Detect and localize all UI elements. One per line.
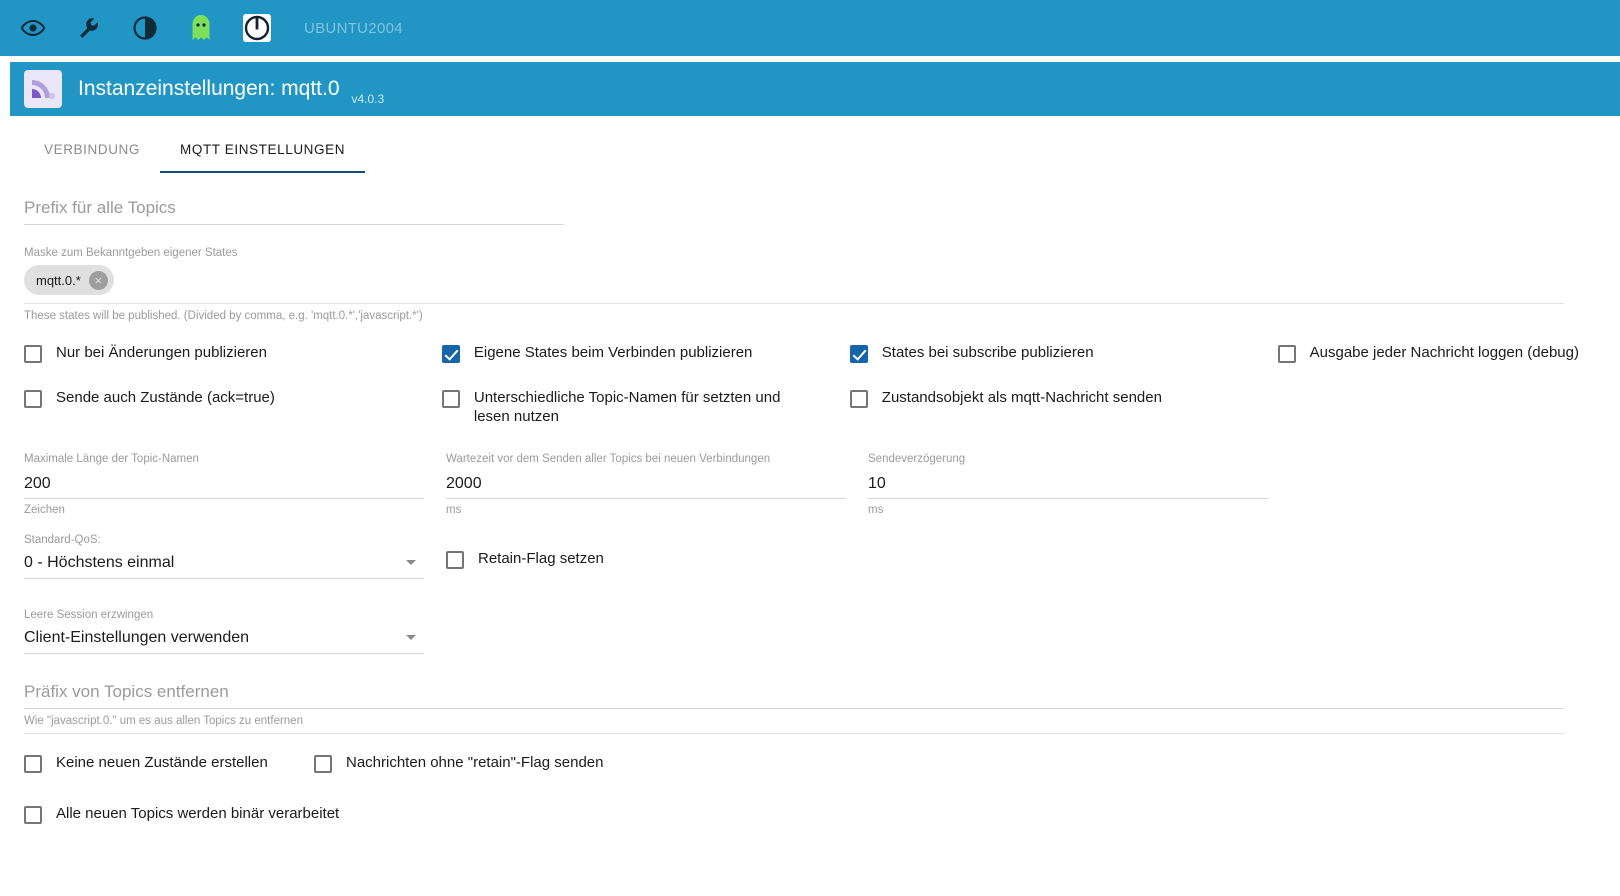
checkbox-col-1 — [24, 805, 624, 846]
checkbox-label: Alle neuen Topics werden binär verarbeitet — [56, 804, 340, 822]
checkbox-box[interactable] — [314, 755, 332, 773]
chip-text: mqtt.0.* — [36, 272, 81, 288]
checkbox-row-4 — [24, 805, 1596, 846]
checkbox-col-2 — [442, 389, 850, 449]
numeric-fields-row — [24, 453, 1596, 516]
checkbox-box[interactable] — [850, 345, 868, 363]
checkbox-col-3 — [850, 389, 1278, 449]
checkbox-all-new-topics-binary[interactable] — [24, 805, 624, 824]
checkbox-label: Zustandsobjekt als mqtt-Nachricht senden — [881, 389, 1162, 406]
remove-prefix-helper: Wie "javascript.0." um es aus allen Topics zu entfernen — [24, 714, 303, 727]
checkbox-box[interactable] — [442, 345, 460, 363]
checkbox-col-1 — [24, 754, 314, 795]
checkbox-box[interactable] — [24, 755, 42, 773]
checkbox-label: Nachrichten ohne "retain"-Flag senden — [346, 753, 604, 771]
qos-retain-row — [24, 516, 1596, 591]
prefix-all-topics-field — [24, 196, 564, 225]
checkbox-publish-only-on-change[interactable] — [24, 344, 442, 363]
publish-mask-label: Maske zum Bekanntgeben eigener States — [24, 247, 238, 259]
remove-prefix-field — [24, 680, 1564, 727]
checkbox-label: Unterschiedliche Topic-Namen für setzten und lesen nutzen — [473, 389, 781, 425]
checkbox-col-1 — [24, 344, 442, 385]
clean-session-select[interactable] — [24, 627, 424, 654]
checkbox-box[interactable] — [446, 551, 464, 569]
publish-delay-on-connect-field — [446, 453, 846, 516]
chevron-down-icon[interactable] — [406, 560, 416, 565]
remove-prefix-input[interactable] — [24, 680, 1564, 709]
publish-mask-chip-area[interactable] — [24, 265, 1564, 304]
clean-session-label: Leere Session erzwingen — [24, 608, 154, 621]
checkbox-label: States bei subscribe publizieren — [881, 344, 1094, 361]
publish-mask-chip[interactable] — [24, 265, 114, 295]
checkbox-box[interactable] — [442, 390, 460, 408]
chip-remove-icon[interactable]: × — [89, 271, 108, 290]
tab-bar — [0, 126, 1620, 174]
tab-verbindung[interactable]: VERBINDUNG — [44, 142, 141, 157]
checkbox-col-4 — [1278, 389, 1596, 449]
version-label: v4.0.3 — [351, 92, 385, 106]
checkbox-box[interactable] — [24, 345, 42, 363]
clean-session-field — [24, 609, 424, 654]
checkbox-box[interactable] — [850, 390, 868, 408]
checkbox-publish-own-states-on-connect[interactable] — [442, 344, 850, 363]
eye-icon[interactable] — [18, 13, 48, 43]
max-topic-length-unit: Zeichen — [24, 503, 65, 516]
checkbox-label: Sende auch Zustände (ack=true) — [56, 389, 275, 406]
checkbox-col-2 — [442, 344, 850, 385]
default-qos-select[interactable] — [24, 552, 424, 579]
publish-delay-on-connect-label: Wartezeit vor dem Senden aller Topics bei neuen Verbindungen — [446, 452, 771, 465]
clean-session-value: Client-Einstellungen verwenden — [24, 628, 250, 646]
send-delay-unit: ms — [868, 503, 884, 516]
publish-delay-on-connect-unit: ms — [446, 503, 462, 516]
publish-delay-on-connect-input[interactable] — [446, 473, 846, 499]
checkbox-col-2 — [314, 754, 734, 795]
checkbox-send-state-object-as-mqtt-message[interactable] — [850, 389, 1278, 408]
checkbox-label: Keine neuen Zustände erstellen — [56, 753, 268, 771]
contrast-icon[interactable] — [130, 13, 160, 43]
publish-mask-group — [24, 247, 1596, 322]
max-topic-length-field — [24, 453, 424, 516]
max-topic-length-input[interactable] — [24, 473, 424, 499]
checkbox-label: Retain-Flag setzen — [478, 549, 604, 567]
checkbox-publish-states-on-subscribe[interactable] — [850, 344, 1278, 363]
checkbox-send-ack-true-states[interactable] — [24, 389, 442, 408]
instance-header — [10, 62, 1620, 116]
checkbox-row-2 — [24, 389, 1596, 449]
checkbox-different-topic-names-set-read[interactable] — [442, 389, 850, 427]
max-topic-length-label: Maximale Länge der Topic-Namen — [24, 452, 199, 465]
checkbox-send-messages-without-retain-flag[interactable] — [314, 754, 734, 773]
send-delay-field — [868, 453, 1268, 516]
checkbox-box[interactable] — [24, 390, 42, 408]
checkbox-col-3 — [850, 344, 1278, 385]
retain-flag-wrap — [446, 516, 604, 591]
checkbox-row-1 — [24, 344, 1596, 385]
checkbox-label: Ausgabe jeder Nachricht loggen (debug) — [1309, 344, 1579, 361]
ghost-icon[interactable] — [186, 13, 216, 43]
checkbox-label: Nur bei Änderungen publizieren — [56, 344, 267, 361]
checkbox-do-not-create-new-states[interactable] — [24, 754, 314, 773]
host-label: UBUNTU2004 — [304, 19, 403, 37]
prefix-all-topics-input[interactable] — [24, 196, 564, 225]
checkbox-box[interactable] — [1278, 345, 1296, 363]
wrench-icon[interactable] — [74, 13, 104, 43]
publish-mask-helper: These states will be published. (Divided by comma, e.g. 'mqtt.0.*','javascript.*') — [24, 310, 423, 322]
checkbox-row-3 — [24, 754, 1596, 795]
send-delay-label: Sendeverzögerung — [868, 452, 966, 465]
divider — [24, 733, 1564, 734]
settings-form — [0, 174, 1620, 846]
checkbox-label: Eigene States beim Verbinden publizieren — [473, 344, 753, 361]
power-icon[interactable] — [242, 13, 272, 43]
default-qos-value: 0 - Höchstens einmal — [24, 553, 175, 571]
os-topbar — [0, 0, 1620, 56]
chevron-down-icon[interactable] — [406, 635, 416, 640]
checkbox-box[interactable] — [24, 806, 42, 824]
default-qos-field — [24, 534, 424, 591]
page-title: Instanzeinstellungen: mqtt.0 — [78, 77, 340, 100]
checkbox-col-4 — [1278, 344, 1596, 385]
checkbox-log-every-message-debug[interactable] — [1278, 344, 1596, 363]
tab-mqtt-einstellungen[interactable]: MQTT EINSTELLUNGEN — [160, 126, 365, 173]
default-qos-label: Standard-QoS: — [24, 533, 101, 546]
checkbox-set-retain-flag[interactable] — [446, 550, 604, 569]
mqtt-adapter-icon — [24, 70, 62, 108]
send-delay-input[interactable] — [868, 473, 1268, 499]
checkbox-col-1 — [24, 389, 442, 449]
